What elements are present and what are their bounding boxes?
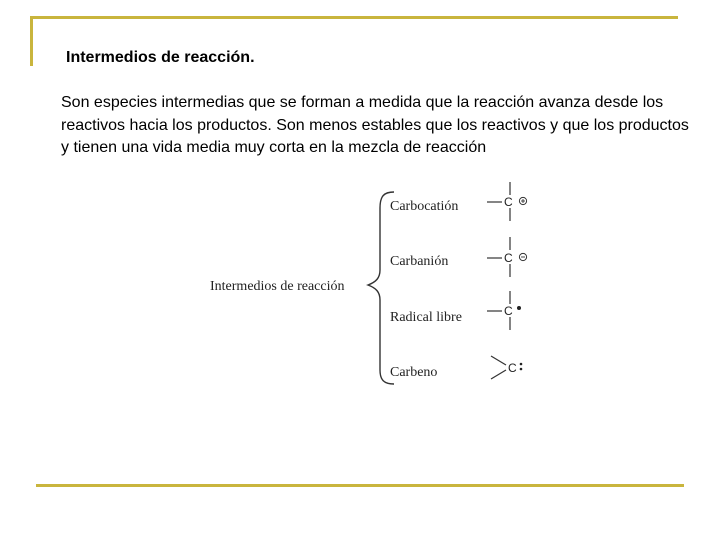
top-accent-line	[30, 16, 678, 19]
carbanion-structure	[487, 237, 527, 277]
slide-title: Intermedios de reacción.	[66, 49, 255, 66]
carbocation-atom: C	[504, 195, 513, 209]
root-label: Intermedios de reacción	[210, 279, 345, 294]
circle-minus-icon	[519, 253, 526, 260]
carbocation-structure	[487, 182, 527, 221]
radical-structure	[487, 291, 521, 330]
radical-atom: C	[504, 304, 513, 318]
item-label-carbene: Carbeno	[390, 365, 438, 380]
item-label-radical: Radical libre	[390, 310, 462, 325]
radical-dot-icon	[517, 306, 521, 310]
lone-pair-dots-icon	[520, 363, 523, 371]
left-accent-line	[30, 16, 33, 66]
item-label-carbanion: Carbanión	[390, 254, 449, 269]
slide-body: Son especies intermedias que se forman a medida que la reacción avanza desde los reactivos hacia los productos. Son menos estables que los reactivos y que los productos y tienen una vida media muy corta en la mezcla de reacción	[61, 94, 689, 156]
circle-plus-icon	[519, 197, 526, 204]
curly-brace	[368, 192, 394, 384]
carbanion-atom: C	[504, 251, 513, 265]
carbene-structure	[491, 356, 522, 379]
bottom-accent-line	[36, 484, 684, 487]
carbene-atom: C	[508, 361, 517, 375]
intermediates-diagram	[200, 178, 540, 390]
item-label-carbocation: Carbocatión	[390, 199, 459, 214]
